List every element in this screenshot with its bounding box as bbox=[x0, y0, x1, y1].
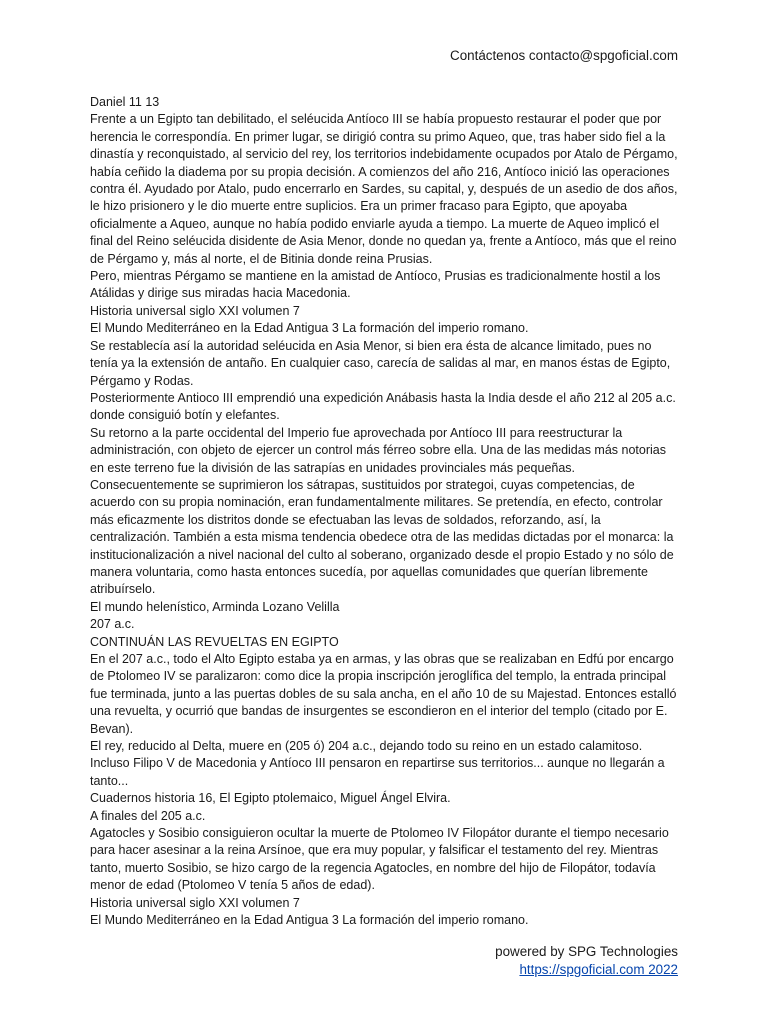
page-header bbox=[450, 47, 678, 64]
paragraph: El mundo helenístico, Arminda Lozano Velilla bbox=[90, 599, 340, 614]
paragraph: El rey, reducido al Delta, muere en (205 ó) 204 a.c., dejando todo su reino en un estado calamitoso. Incluso Filipo V de Macedonia y Antíoco III pensaron en repartirse sus territorios... aunque no llegarán a tanto... bbox=[90, 739, 665, 788]
paragraph: Su retorno a la parte occidental del Imperio fue aprovechada por Antíoco III para reestructurar la administración, con objeto de ejercer un control más férreo sobre ella. Una de las medidas más notorias en este terreno fue la división de las satrapías en unidades provinciales más pequeñas. Consecuentemente se suprimieron los sátrapas, sustituidos por strategoi, cuyas competencias, de acuerdo con su propia nominación, eran fundamentalmente militares. Se pretendía, en efecto, controlar más eficazmente los distritos donde se efectuaban las levas de soldados, reforzando, así, la centralización. También a esta misma tendencia obedece otra de las medidas dictadas por el monarca: la institucionalización a nivel nacional del culto al soberano, organizado desde el propio Estado y no sólo de manera voluntaria, como hasta entonces sucedía, por aquellas comunidades que querían libremente atribuírselo. bbox=[90, 425, 674, 597]
powered-by-text: powered by SPG Technologies bbox=[495, 944, 678, 959]
section-heading: CONTINUÁN LAS REVUELTAS EN EGIPTO bbox=[90, 634, 339, 649]
paragraph: 207 a.c. bbox=[90, 617, 135, 632]
paragraph: El Mundo Mediterráneo en la Edad Antigua 3 La formación del imperio romano. bbox=[90, 913, 529, 928]
contact-text: Contáctenos contacto@spgoficial.com bbox=[450, 48, 678, 63]
paragraph: El Mundo Mediterráneo en la Edad Antigua 3 La formación del imperio romano. bbox=[90, 321, 529, 336]
page-footer bbox=[495, 943, 678, 978]
paragraph: Se restablecía así la autoridad seléucida en Asia Menor, si bien era ésta de alcance limitado, pues no tenía ya la extensión de antaño. En cualquier caso, carecía de salidas al mar, en manos éstas de Egipto, Pérgamo y Rodas. bbox=[90, 338, 671, 388]
paragraph: Historia universal siglo XXI volumen 7 bbox=[90, 303, 300, 318]
paragraph: Pero, mientras Pérgamo se mantiene en la amistad de Antíoco, Prusias es tradicionalmente hostil a los Atálidas y dirige sus miradas hacia Macedonia. bbox=[90, 269, 661, 301]
paragraph: En el 207 a.c., todo el Alto Egipto estaba ya en armas, y las obras que se realizaban en Edfú por encargo de Ptolomeo IV se paralizaron: como dice la propia inscripción jeroglífica del templo, la entrada principal fue terminada, junto a las puertas dobles de su sala ancha, en el año 10 de su Majestad. Entonces estalló una revuelta, y ocurrió que bandas de insurgentes se escondieron en el interior del templo (citado por E. Bevan). bbox=[90, 652, 677, 736]
paragraph: Daniel 11 13 bbox=[90, 95, 160, 109]
paragraph: Historia universal siglo XXI volumen 7 bbox=[90, 895, 300, 910]
paragraph: Agatocles y Sosibio consiguieron ocultar la muerte de Ptolomeo IV Filopátor durante el tiempo necesario para hacer asesinar a la reina Arsínoe, que era muy popular, y falsificar el testamento del rey. Mientras tanto, muerto Sosibio, se hizo cargo de la regencia Agatocles, en nombre del hijo de Filopátor, todavía menor de edad (Ptolomeo V tenía 5 años de edad). bbox=[90, 826, 669, 893]
paragraph: Frente a un Egipto tan debilitado, el seléucida Antíoco III se había propuesto restaurar el poder que por herencia le correspondía. En primer lugar, se dirigió contra su primo Aqueo, que, tras haber sido fiel a la dinastía y reconquistado, al servicio del rey, los territorios indebidamente ocupados por Atalo de Pérgamo, había ceñido la diadema por su propia decisión. A comienzos del año 216, Antíoco inició las operaciones contra él. Ayudado por Atalo, pudo encerrarlo en Sardes, su capital, y, después de un asedio de dos años, le hizo prisionero y le dio muerte entre suplicios. Era un primer fracaso para Egipto, que apoyaba oficialmente a Aqueo, aunque no había podido enviarle ayuda a tiempo. La muerte de Aqueo implicó el final del Reino seléucida disidente de Asia Menor, donde no quedan ya, frente a Antíoco, más que el reino de Pérgamo y, más al norte, el de Bitinia donde reina Prusias. bbox=[90, 112, 678, 266]
paragraph: A finales del 205 a.c. bbox=[90, 808, 206, 823]
document-body bbox=[90, 94, 680, 930]
paragraph: Posteriormente Antioco III emprendió una expedición Anábasis hasta la India desde el año 212 al 205 a.c. donde consiguió botín y elefantes. bbox=[90, 390, 676, 423]
paragraph: Cuadernos historia 16, El Egipto ptolemaico, Miguel Ángel Elvira. bbox=[90, 791, 451, 806]
website-link[interactable]: https://spgoficial.com 2022 bbox=[519, 961, 678, 977]
